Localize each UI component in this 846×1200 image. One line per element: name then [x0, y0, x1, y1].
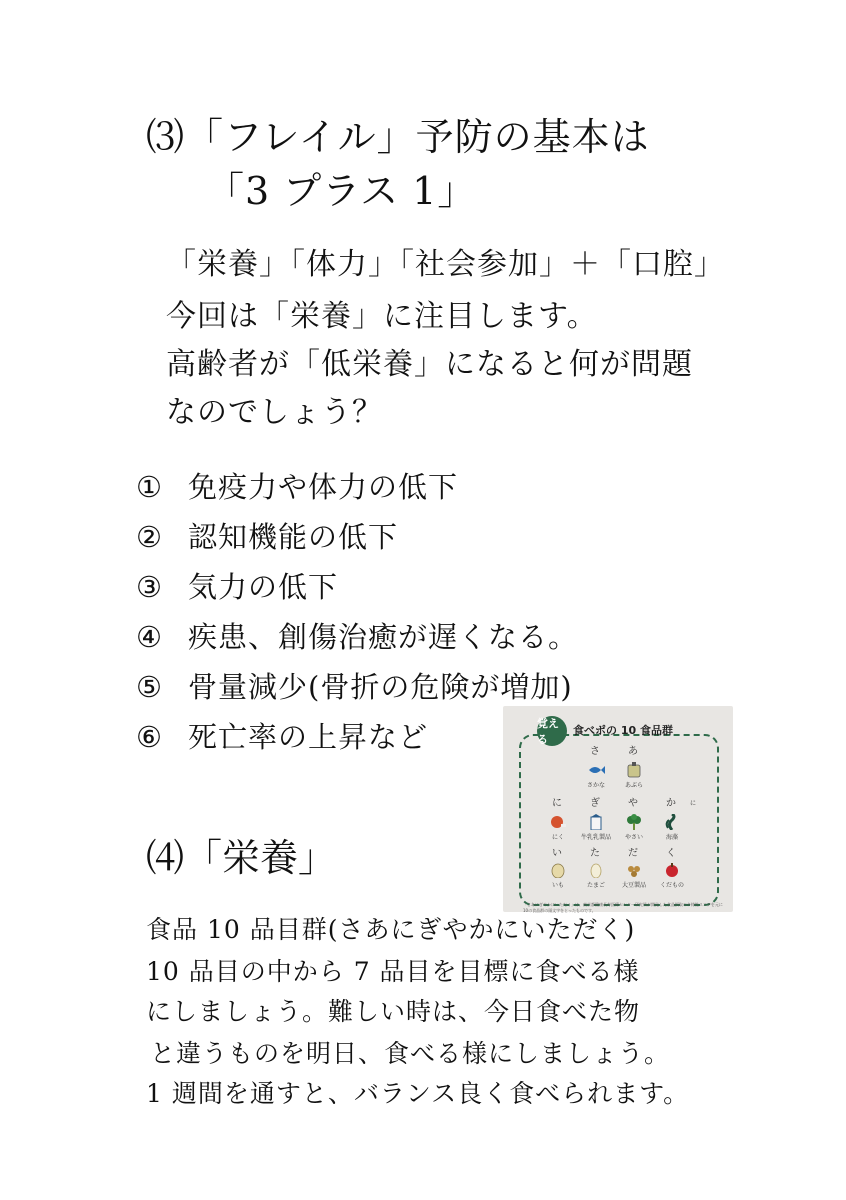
list-item [136, 614, 578, 660]
intro-line: 今回は「栄養」に注目します。 [166, 299, 598, 334]
caption: くだもの [659, 882, 684, 889]
apple-icon [663, 862, 681, 878]
list-number: ④ [136, 620, 163, 654]
kana: た [590, 848, 600, 859]
kana: だ [628, 848, 638, 859]
section3-title-line2: 「3 プラス 1」 [206, 169, 477, 213]
seaweed-icon [663, 814, 681, 830]
card-footnote: 「さあにぎやかにいただく」は、東京都健康長寿医療センター研究所が開発した食品摂取の多様性スコアを元に10の食品群の頭文字をとったものです。 [523, 902, 723, 913]
caption: いも [551, 882, 564, 889]
potato-icon [549, 862, 567, 878]
soybean-icon [625, 862, 643, 878]
list-number: ⑤ [136, 670, 163, 704]
caption: 海藻 [665, 834, 678, 841]
food-groups-card [503, 706, 733, 912]
list-text: 認知機能の低下 [188, 520, 399, 554]
caption: あぶら [624, 782, 643, 789]
kana: あ [628, 746, 638, 757]
milk-icon [587, 814, 605, 830]
caption: 大豆製品 [621, 882, 646, 889]
meat-icon [549, 814, 567, 830]
list-item [136, 714, 428, 760]
kana: や [628, 798, 638, 809]
intro-line: 「栄養」「体力」「社会参加」＋「口腔」 [166, 247, 725, 282]
caption: さかな [586, 782, 605, 789]
body-line: 1 週間を通すと、バランス良く食べられます。 [146, 1079, 690, 1108]
section4-title: ⑷「栄養」 [146, 836, 337, 880]
body-line: 10 品目の中から 7 品目を目標に食べる様 [146, 957, 640, 986]
caption: やさい [624, 834, 643, 841]
intro-line: なのでしょう？ [166, 395, 383, 430]
kana: に [552, 798, 562, 809]
badge: 覚える [537, 716, 567, 746]
list-text: 死亡率の上昇など [188, 720, 429, 754]
kana: ぎ [590, 798, 600, 809]
oil-icon [625, 762, 643, 778]
card-title: 食べポの 10 食品群 [573, 724, 673, 737]
vegetable-icon [625, 814, 643, 830]
list-item [136, 564, 338, 610]
egg-icon [587, 862, 605, 878]
body-line: 食品 10 品目群(さあにぎやかにいただく) [146, 915, 636, 944]
caption: 牛乳乳製品 [581, 834, 612, 841]
kana: か [666, 798, 676, 809]
list-text: 気力の低下 [188, 570, 339, 604]
caption: たまご [586, 882, 605, 889]
body-line: にしましょう。難しい時は、今日食べた物 [146, 997, 641, 1026]
list-number: ① [136, 470, 163, 504]
list-text: 疾患、創傷治癒が遅くなる。 [188, 620, 579, 654]
kana: く [666, 848, 676, 859]
kana: に [689, 800, 696, 807]
list-text: 免疫力や体力の低下 [188, 470, 459, 504]
body-line: と違うものを明日、食べる様にしましょう。 [150, 1039, 671, 1068]
list-number: ② [136, 520, 163, 554]
kana: さ [590, 746, 600, 757]
kana: い [552, 848, 562, 859]
list-item [136, 664, 573, 710]
list-item [136, 514, 398, 560]
list-text: 骨量減少(骨折の危険が増加) [188, 670, 573, 704]
list-item [136, 464, 458, 510]
caption: にく [551, 834, 564, 841]
list-number: ⑥ [136, 720, 163, 754]
section3-title-line1: ⑶「フレイル」予防の基本は [146, 115, 650, 159]
fish-icon [587, 762, 605, 778]
list-number: ③ [136, 570, 163, 604]
intro-line: 高齢者が「低栄養」になると何が問題 [166, 347, 693, 382]
